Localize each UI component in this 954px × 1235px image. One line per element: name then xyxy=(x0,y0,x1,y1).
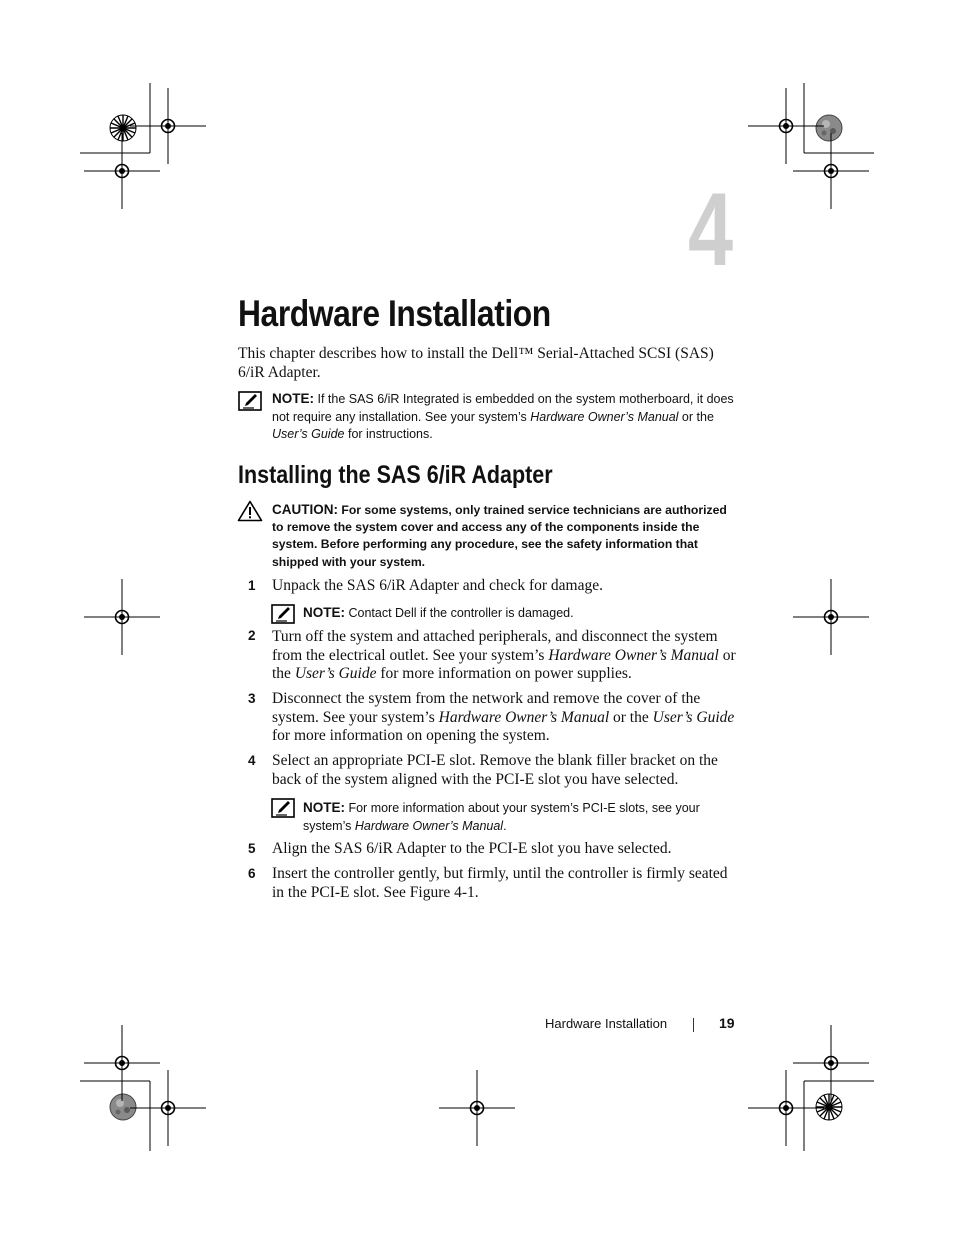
step-text: Insert the controller gently, but firmly, until the controller is firmly seated in the PCI-E slot. See Figure 4-1. xyxy=(272,865,728,901)
note-controller-damaged: NOTE: Contact Dell if the controller is damaged. xyxy=(303,605,574,620)
step-text: Turn off the system and attached peripherals, and disconnect the system from the electrical outlet. See your system’s Hardware Owner’s Manual or the User’s Guide for more information on power supplies. xyxy=(272,628,736,683)
manual-reference: Hardware Owner’s Manual xyxy=(438,708,610,726)
guide-reference: User’s Guide xyxy=(294,665,377,683)
chapter-number: 4 xyxy=(688,172,734,288)
note-label: NOTE: xyxy=(303,800,345,815)
step-number: 5 xyxy=(248,841,256,856)
pencil-note-icon xyxy=(271,798,295,818)
step-number: 1 xyxy=(248,578,256,593)
section-heading: Installing the SAS 6/iR Adapter xyxy=(238,461,553,489)
caution-message: CAUTION: For some systems, only trained service technicians are authorized to remove the system cover and access any of the components inside the system. Before performing any procedure, see the safety information that shipped with your system. xyxy=(272,502,727,569)
warning-triangle-icon xyxy=(237,500,263,522)
page-number: 19 xyxy=(719,1015,735,1031)
footer-divider xyxy=(693,1018,694,1032)
chapter-title: Hardware Installation xyxy=(238,293,551,334)
manual-reference: Hardware Owner’s Manual xyxy=(530,409,679,424)
manual-reference: Hardware Owner’s Manual xyxy=(354,818,504,833)
note-installation-not-required: NOTE: If the SAS 6/iR Integrated is embedded on the system motherboard, it does not require any installation. See your system’s Hardware Owner’s Manual or the User’s Guide for instructions. xyxy=(272,391,734,441)
step-text: Disconnect the system from the network and remove the cover of the system. See your system’s Hardware Owner’s Manual or the User’s Guide for more information on opening the system. xyxy=(272,690,735,745)
step-text: Unpack the SAS 6/iR Adapter and check for damage. xyxy=(272,577,604,594)
pencil-note-icon xyxy=(271,604,295,624)
step-number: 3 xyxy=(248,691,256,706)
step-number: 4 xyxy=(248,753,256,768)
pencil-note-icon xyxy=(238,391,262,411)
note-pcie-slots: NOTE: For more information about your system’s PCI-E slots, see your system’s Hardware Owner’s Manual. xyxy=(303,800,700,833)
footer-chapter-label: Hardware Installation xyxy=(545,1016,668,1031)
caution-label: CAUTION: xyxy=(272,502,338,517)
manual-reference: Hardware Owner’s Manual xyxy=(548,646,719,664)
step-number: 6 xyxy=(248,866,256,881)
note-label: NOTE: xyxy=(303,605,345,620)
step-text: Align the SAS 6/iR Adapter to the PCI-E slot you have selected. xyxy=(272,840,672,857)
guide-reference: User’s Guide xyxy=(272,427,345,441)
intro-paragraph: This chapter describes how to install the Dell™ Serial-Attached SCSI (SAS) 6/iR Adapter. xyxy=(238,345,714,381)
step-text: Select an appropriate PCI-E slot. Remove the blank filler bracket on the back of the system aligned with the PCI-E slot you have selected. xyxy=(272,752,718,788)
note-label: NOTE: xyxy=(272,391,314,406)
guide-reference: User’s Guide xyxy=(652,708,735,726)
step-number: 2 xyxy=(248,628,256,643)
